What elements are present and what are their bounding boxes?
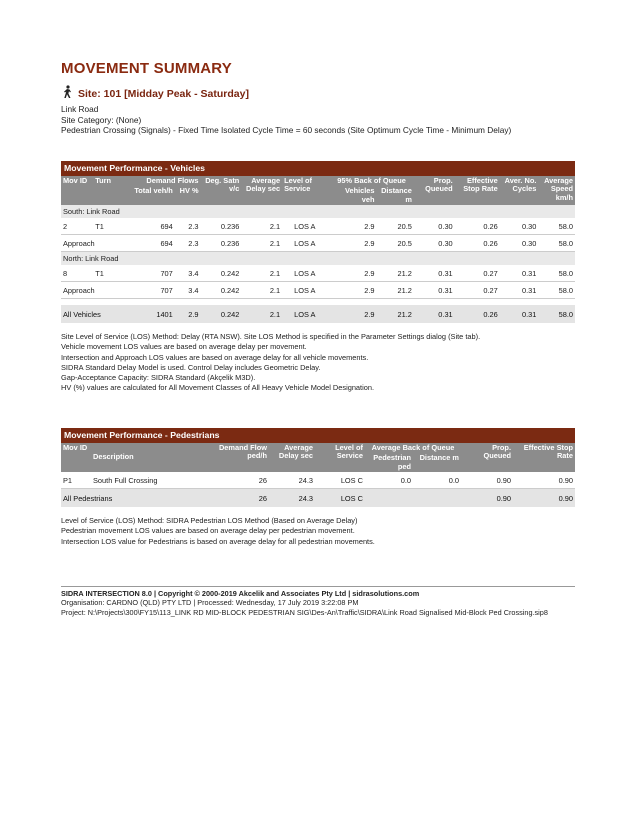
- pedestrian-section-title: Movement Performance - Pedestrians: [61, 428, 575, 443]
- cell-distance: 21.2: [377, 265, 414, 282]
- cell-hv: 3.4: [175, 265, 201, 282]
- cell-los: LOS A: [282, 305, 329, 323]
- cell-cycles: 0.31: [500, 265, 539, 282]
- cell-approach-label: Approach: [61, 235, 132, 252]
- page-title: MOVEMENT SUMMARY: [61, 60, 232, 77]
- cell-prop-queued: 0.31: [414, 305, 455, 323]
- note-line: Intersection LOS value for Pedestrians is based on average delay for all pedestrian movements.: [61, 536, 375, 546]
- col-turn: Turn: [93, 176, 132, 206]
- note-line: Level of Service (LOS) Method: SIDRA Pedestrian LOS Method (Based on Average Delay): [61, 516, 358, 526]
- cell-empty: [365, 489, 413, 508]
- cell-cycles: 0.30: [500, 218, 539, 235]
- vehicle-table: [61, 176, 575, 324]
- site-category: Site Category: (None): [61, 114, 142, 125]
- cell-prop-queued: 0.30: [414, 235, 455, 252]
- footer-project: Project: N:\Projects\300\FY15\113_LINK RD MID-BLOCK PEDESTRIAN SIG\Des-An\Traffic\SIDRA\Link Road Signalised Mid-Block Ped Crossing.sip8: [61, 607, 548, 617]
- cell-delay: 2.1: [241, 282, 282, 299]
- cell-stop-rate: 0.26: [455, 218, 500, 235]
- col-hv: HV %: [175, 186, 201, 205]
- cell-los: LOS A: [282, 265, 329, 282]
- cell-demand-flow: 26: [211, 489, 269, 508]
- table-row: [61, 265, 575, 282]
- cell-hv: 2.3: [175, 218, 201, 235]
- col-average-speed: Average Speed km/h: [538, 176, 575, 206]
- vehicle-section-title: Movement Performance - Vehicles: [61, 161, 575, 176]
- approach-group-row: [61, 205, 575, 218]
- site-label: Site: 101 [Midday Peak - Saturday]: [78, 87, 249, 100]
- cell-description: South Full Crossing: [91, 472, 211, 489]
- pedestrian-section: [61, 428, 575, 547]
- footer-copyright: SIDRA INTERSECTION 8.0 | Copyright © 2000-2019 Akcelik and Associates Pty Ltd | sidrasolutions.com: [61, 589, 420, 598]
- cell-prop-queued: 0.31: [414, 282, 455, 299]
- road-name: Link Road: [61, 104, 99, 114]
- col-average-delay: Average Delay sec: [269, 443, 315, 473]
- cell-stop-rate: 0.90: [513, 489, 575, 508]
- pedestrian-header-row: [61, 443, 575, 454]
- site-heading: [61, 85, 575, 102]
- cell-mov-id: 2: [61, 218, 93, 235]
- col-distance: Distance m: [413, 453, 461, 472]
- cell-los: LOS C: [315, 472, 365, 489]
- cell-speed: 58.0: [538, 282, 575, 299]
- cell-mov-id: P1: [61, 472, 91, 489]
- col-mov-id: Mov ID: [61, 176, 93, 206]
- cell-distance: 0.0: [413, 472, 461, 489]
- note-line: SIDRA Standard Delay Model is used. Control Delay includes Geometric Delay.: [61, 362, 321, 372]
- col-pedestrian: Pedestrian ped: [365, 453, 413, 472]
- all-pedestrians-row: [61, 489, 575, 508]
- cell-distance: 20.5: [377, 218, 414, 235]
- approach-group-row: [61, 252, 575, 266]
- cell-stop-rate: 0.27: [455, 282, 500, 299]
- note-line: Pedestrian movement LOS values are based on average delay per pedestrian movement.: [61, 526, 355, 536]
- cell-delay: 2.1: [241, 305, 282, 323]
- note-line: Gap-Acceptance Capacity: SIDRA Standard (Akçelik M3D).: [61, 373, 256, 383]
- pedestrian-notes: [61, 516, 575, 547]
- cell-cycles: 0.30: [500, 235, 539, 252]
- cell-deg-satn: 0.242: [201, 282, 242, 299]
- page-footer: [61, 586, 575, 617]
- cell-deg-satn: 0.242: [201, 305, 242, 323]
- vehicle-notes: [61, 332, 575, 393]
- cell-turn: T1: [93, 265, 132, 282]
- cell-cycles: 0.31: [500, 282, 539, 299]
- cell-cycles: 0.31: [500, 305, 539, 323]
- crossing-description: Pedestrian Crossing (Signals) - Fixed Time Isolated Cycle Time = 60 seconds (Site Optimum Cycle Time - Minimum Delay): [61, 125, 512, 135]
- approach-label-north: North: Link Road: [61, 252, 575, 266]
- cell-stop-rate: 0.27: [455, 265, 500, 282]
- cell-mov-id: 8: [61, 265, 93, 282]
- cell-demand-flow: 26: [211, 472, 269, 489]
- cell-total: 1401: [132, 305, 175, 323]
- note-line: Site Level of Service (LOS) Method: Delay (RTA NSW). Site LOS Method is specified in the Parameter Settings dialog (Site tab).: [61, 332, 481, 342]
- cell-vehicles: 2.9: [329, 282, 376, 299]
- cell-vehicles: 2.9: [329, 305, 376, 323]
- col-demand-flow: Demand Flow ped/h: [211, 443, 269, 473]
- footer-organisation: Organisation: CARDNO (QLD) PTY LTD | Processed: Wednesday, 17 July 2019 3:22:08 PM: [61, 598, 359, 608]
- col-average-delay: Average Delay sec: [241, 176, 282, 206]
- approach-label-south: South: Link Road: [61, 205, 575, 218]
- cell-delay: 2.1: [241, 265, 282, 282]
- note-line: HV (%) values are calculated for All Movement Classes of All Heavy Vehicle Model Designation.: [61, 383, 375, 393]
- col-demand-flows: Demand Flows: [132, 176, 201, 187]
- col-mov-id: Mov ID: [61, 443, 91, 473]
- cell-speed: 58.0: [538, 218, 575, 235]
- col-vehicles: Vehicles veh: [329, 186, 376, 205]
- cell-approach-label: Approach: [61, 282, 132, 299]
- cell-deg-satn: 0.242: [201, 265, 242, 282]
- vehicle-section: [61, 161, 575, 394]
- cell-delay: 24.3: [269, 472, 315, 489]
- pedestrian-table: [61, 443, 575, 508]
- table-row: [61, 472, 575, 489]
- cell-los: LOS A: [282, 235, 329, 252]
- cell-distance: 20.5: [377, 235, 414, 252]
- col-description: Description: [91, 443, 211, 473]
- col-prop-queued: Prop. Queued: [461, 443, 513, 473]
- note-line: Intersection and Approach LOS values are based on average delay for all vehicle movements.: [61, 352, 369, 362]
- cell-prop-queued: 0.90: [461, 489, 513, 508]
- cell-all-label: All Pedestrians: [61, 489, 211, 508]
- col-back-of-queue: 95% Back of Queue: [329, 176, 414, 187]
- cell-stop-rate: 0.26: [455, 305, 500, 323]
- cell-hv: 2.9: [175, 305, 201, 323]
- cell-total: 694: [132, 218, 175, 235]
- cell-speed: 58.0: [538, 305, 575, 323]
- cell-stop-rate: 0.26: [455, 235, 500, 252]
- cell-stop-rate: 0.90: [513, 472, 575, 489]
- report-page: [61, 60, 575, 547]
- cell-los: LOS A: [282, 218, 329, 235]
- col-back-of-queue: Average Back of Queue: [365, 443, 461, 454]
- cell-prop-queued: 0.30: [414, 218, 455, 235]
- approach-row: [61, 282, 575, 299]
- cell-turn: T1: [93, 218, 132, 235]
- cell-total: 707: [132, 282, 175, 299]
- cell-distance: 21.2: [377, 282, 414, 299]
- cell-los: LOS A: [282, 282, 329, 299]
- cell-pedestrian: 0.0: [365, 472, 413, 489]
- cell-los: LOS C: [315, 489, 365, 508]
- cell-total: 707: [132, 265, 175, 282]
- cell-prop-queued: 0.31: [414, 265, 455, 282]
- cell-total: 694: [132, 235, 175, 252]
- all-vehicles-row: [61, 305, 575, 323]
- pedestrian-icon: [61, 85, 75, 102]
- col-aver-no-cycles: Aver. No. Cycles: [500, 176, 539, 206]
- col-prop-queued: Prop. Queued: [414, 176, 455, 206]
- col-total: Total veh/h: [132, 186, 175, 205]
- cell-all-label: All Vehicles: [61, 305, 132, 323]
- cell-empty: [413, 489, 461, 508]
- cell-vehicles: 2.9: [329, 235, 376, 252]
- site-info: [61, 104, 575, 136]
- note-line: Vehicle movement LOS values are based on average delay per movement.: [61, 342, 307, 352]
- cell-vehicles: 2.9: [329, 265, 376, 282]
- cell-hv: 3.4: [175, 282, 201, 299]
- cell-speed: 58.0: [538, 265, 575, 282]
- cell-delay: 2.1: [241, 218, 282, 235]
- cell-deg-satn: 0.236: [201, 235, 242, 252]
- vehicle-header-row: [61, 176, 575, 187]
- cell-hv: 2.3: [175, 235, 201, 252]
- cell-delay: 2.1: [241, 235, 282, 252]
- col-level-of-service: Level of Service: [315, 443, 365, 473]
- cell-speed: 58.0: [538, 235, 575, 252]
- col-effective-stop-rate: Effective Stop Rate: [513, 443, 575, 473]
- table-row: [61, 218, 575, 235]
- col-distance: Distance m: [377, 186, 414, 205]
- cell-delay: 24.3: [269, 489, 315, 508]
- cell-deg-satn: 0.236: [201, 218, 242, 235]
- cell-vehicles: 2.9: [329, 218, 376, 235]
- col-effective-stop-rate: Effective Stop Rate: [455, 176, 500, 206]
- col-level-of-service: Level of Service: [282, 176, 329, 206]
- col-deg-satn: Deg. Satn v/c: [201, 176, 242, 206]
- approach-row: [61, 235, 575, 252]
- cell-distance: 21.2: [377, 305, 414, 323]
- cell-prop-queued: 0.90: [461, 472, 513, 489]
